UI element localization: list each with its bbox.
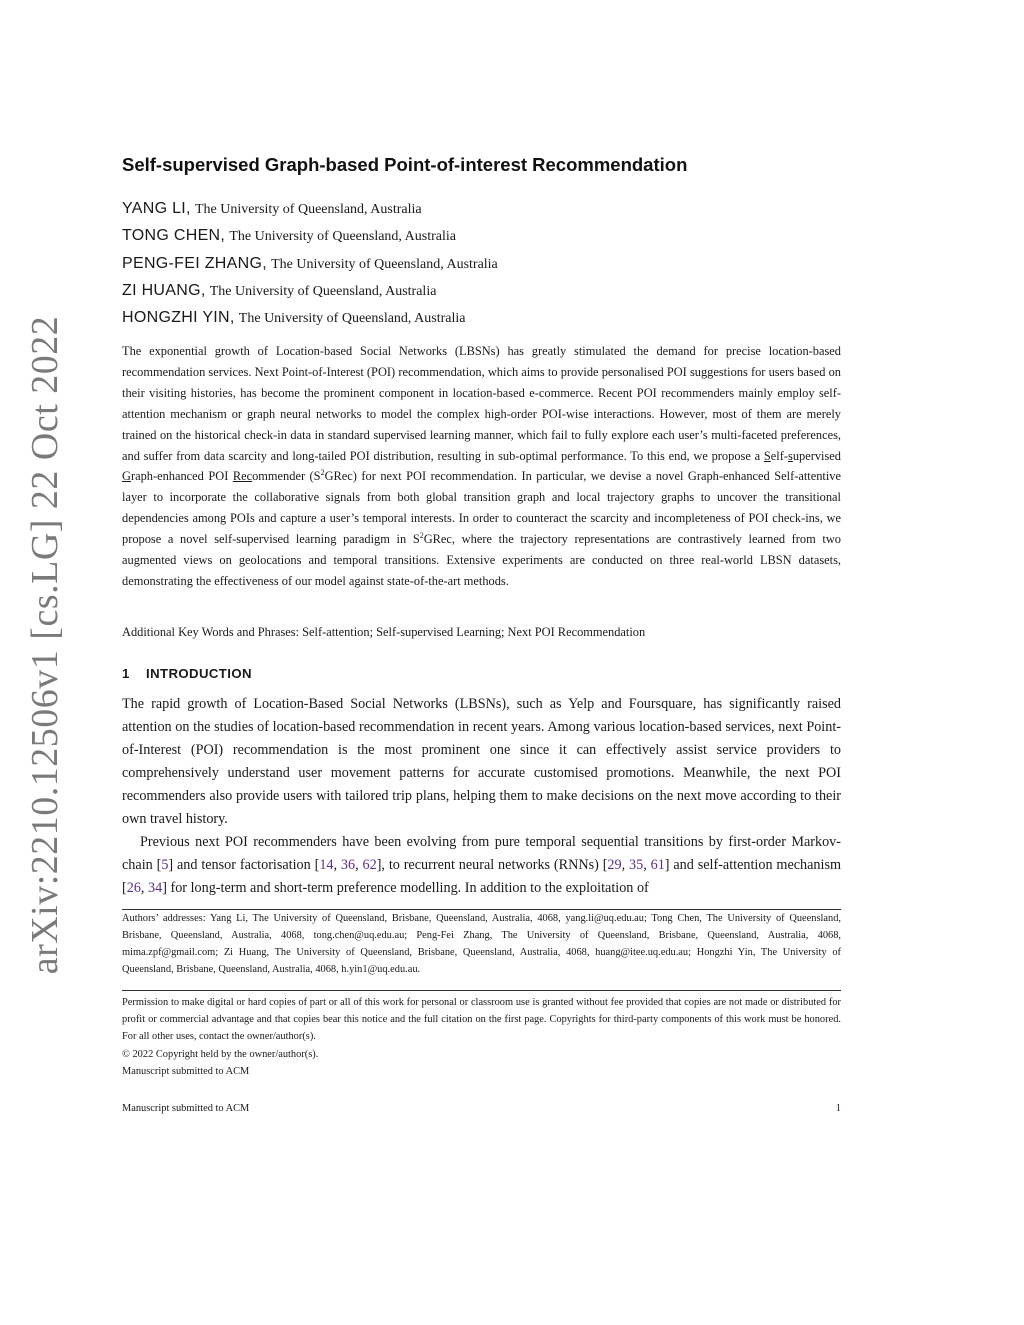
author-name: ZI HUANG <box>122 281 201 299</box>
author-affiliation: The University of Queensland, Australia <box>238 311 466 327</box>
authors-addresses: Authors’ addresses: Yang Li, The University of Queensland, Brisbane, Queensland, Australia, 4068, yang.li@uq.edu.au; Tong Chen, The University of Queensland, Brisbane, Queensland, Australia, 4068, tong.chen@uq.edu.au; Peng-Fei Zhang, The University of Queensland, Brisbane, Queensland, Australia, 4068, mima.zpf@gmail.com; Zi Huang, The University of Queensland, Brisbane, Queensland, Australia, 4068, huang@itee.uq.edu.au; Hongzhi Yin, The University of Queensland, Brisbane, Queensland, Australia, 4068, h.yin1@uq.edu.au. <box>122 913 841 976</box>
footer-note: Manuscript submitted to ACM <box>122 1103 250 1114</box>
paragraph: Previous next POI recommenders have been evolving from pure temporal sequential transitions by first-order Markov-chain [5] and tensor factorisation [14, 36, 62], to recurrent neural networks (RNNs) [29, 35, 61] and self-attention mechanism [26, 34] for long-term and short-term preference modelling. In addition to the exploitation of <box>122 833 842 896</box>
author-affiliation: The University of Queensland, Australia <box>229 229 456 245</box>
citation-link[interactable]: 62 <box>362 856 377 873</box>
arxiv-stamp: arXiv:2210.12506v1 [cs.LG] 22 Oct 2022 <box>24 315 66 975</box>
abstract: The exponential growth of Location-based Social Networks (LBSNs) has greatly stimulated the demand for precise location-based recommendation services. Next Point-of-Interest (POI) recommendation, which aims to provide personalised POI suggestions for users based on their visiting histories, has become the prominent component in location-based e-commerce. Recent POI recommenders mainly employ self-attention mechanism or graph neural networks to model the complex high-order POI-wise interactions. However, most of them are merely trained on the historical check-in data in standard supervised learning manner, which fail to fully explore each user’s multi-faceted preferences, and suffer from data scarcity and long-tailed POI distribution, resulting in sub-optimal performance. To this end, we propose a Self-supervised Graph-enhanced POI Recommender $(S^2GRec)$ for next POI recommendation. In particular, we devise a novel Graph-enhanced Self-attentive layer to incorporate the collaborative signals from both global transition graph and local trajectory graphs to uncover the transitional dependencies among POIs and capture a user’s temporal interests. In order to counteract the scarcity and incompleteness of POI check-ins, we propose a novel self-supervised learning paradigm in $S^2GRec$, where the trajectory representations are contrastively learned from two augmented views on geolocations and temporal transitions. Extensive experiments are conducted on three real-world LBSN datasets, demonstrating the effectiveness of our model against state-of-the-art methods. <box>122 344 841 588</box>
author-entry: ZI HUANG, The University of Queensland, Australia <box>122 281 437 299</box>
section-heading <box>122 666 841 681</box>
citation-link[interactable]: 14 <box>319 856 334 873</box>
author-list <box>122 198 842 334</box>
permission-divider <box>122 990 841 991</box>
manuscript-note: Manuscript submitted to ACM <box>122 1066 250 1077</box>
citation-link[interactable]: 26 <box>126 879 141 896</box>
keywords: Additional Key Words and Phrases: Self-attention; Self-supervised Learning; Next POI Recommendation <box>122 625 646 639</box>
section-title: INTRODUCTION <box>146 666 252 681</box>
paper-title: Self-supervised Graph-based Point-of-interest Recommendation <box>122 154 688 175</box>
citation-link[interactable]: 29 <box>607 856 622 873</box>
paragraph: The rapid growth of Location-Based Social Networks (LBSNs), such as Yelp and Foursquare, has significantly raised attention on the studies of location-based recommendation in recent years. Among various location-based services, next Point-of-Interest (POI) recommendation is the most prominent one since it can effectively assist service providers to comprehensively understand user movement patterns for accurate customised promotions. Meanwhile, the next POI recommenders also provide users with tailored trip plans, helping them to make decisions on the next move according to their own travel history. <box>122 696 841 827</box>
author-name: HONGZHI YIN <box>122 309 230 327</box>
author-affiliation: The University of Queensland, Australia <box>209 283 437 299</box>
intro-body <box>122 693 841 900</box>
author-entry: HONGZHI YIN, The University of Queensland, Australia <box>122 309 466 327</box>
author-entry: YANG LI, The University of Queensland, Australia <box>122 200 422 217</box>
author-affiliation: The University of Queensland, Australia <box>194 202 422 217</box>
citation-link[interactable]: 35 <box>629 856 644 873</box>
author-affiliation: The University of Queensland, Australia <box>271 256 498 272</box>
citation-link[interactable]: 61 <box>650 856 665 873</box>
author-name: YANG LI <box>122 200 187 217</box>
citation-link[interactable]: 34 <box>148 879 163 896</box>
citation-link[interactable]: 36 <box>340 856 356 873</box>
author-name: PENG-FEI ZHANG <box>122 254 263 272</box>
citation-link[interactable]: 5 <box>161 856 169 873</box>
author-name: TONG CHEN <box>122 227 221 245</box>
page-number: 1 <box>835 1103 841 1114</box>
author-entry: PENG-FEI ZHANG, The University of Queensland, Australia <box>122 254 498 272</box>
copyright-notice: © 2022 Copyright held by the owner/author(s). <box>122 1049 319 1060</box>
permission-notice: Permission to make digital or hard copies of part or all of this work for personal or classroom use is granted without fee provided that copies are not made or distributed for profit or commercial advantage and that copies bear this notice and the full citation on the first page. Copyrights for third-party components of this work must be honored. For all other uses, contact the owner/author(s). <box>122 997 841 1042</box>
author-entry: TONG CHEN, The University of Queensland, Australia <box>122 227 456 245</box>
section-number: 1 <box>122 666 130 681</box>
